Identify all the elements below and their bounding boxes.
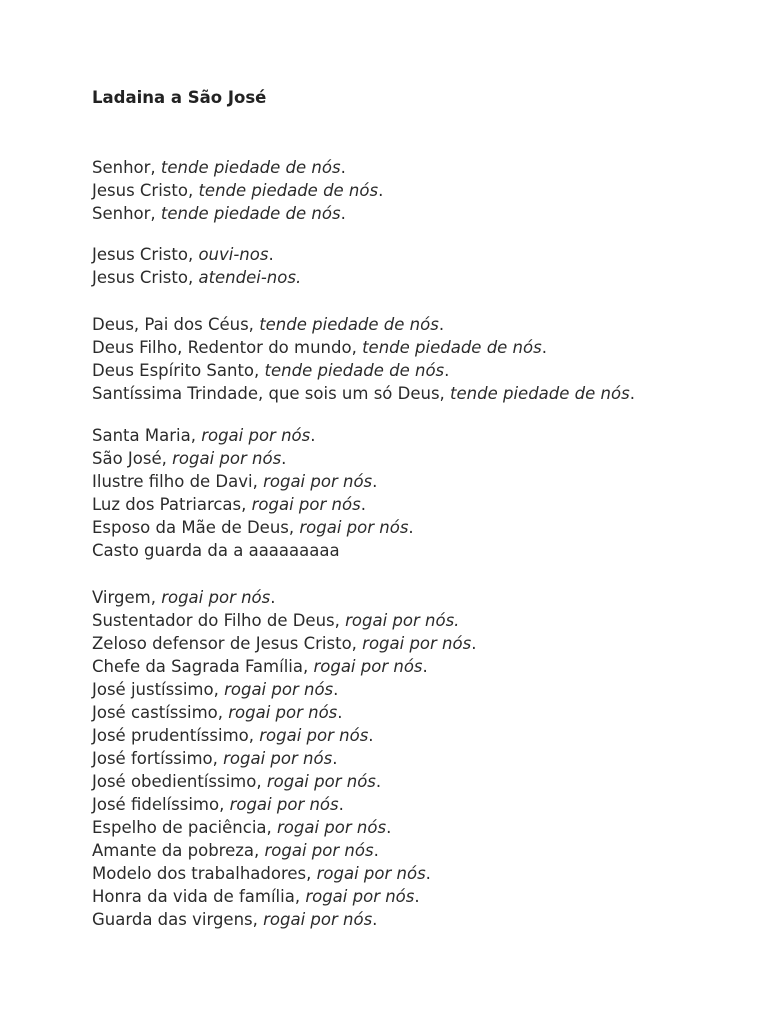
- litany-line: [92, 862, 732, 885]
- invocation-text: Chefe da Sagrada Família,: [92, 657, 314, 676]
- line-end-punctuation: .: [368, 726, 374, 745]
- response-text: rogai por nós: [251, 495, 361, 514]
- invocation-text: Casto guarda da a aaaaaaaaa: [92, 541, 340, 560]
- response-text: tende piedade de nós: [160, 158, 341, 177]
- litany-line: [92, 313, 732, 336]
- response-text: tende piedade de nós: [450, 384, 630, 403]
- response-text: tende piedade de nós: [259, 315, 439, 334]
- line-end-punctuation: .: [408, 518, 414, 537]
- invocation-text: Jesus Cristo,: [92, 245, 199, 264]
- response-text: rogai por nós: [313, 657, 423, 676]
- response-text: tende piedade de nós: [362, 338, 542, 357]
- invocation-text: Senhor,: [92, 204, 161, 223]
- invocation-text: Luz dos Patriarcas,: [92, 495, 252, 514]
- response-text: rogai por nós: [229, 795, 339, 814]
- invocation-text: Deus, Pai dos Céus,: [92, 315, 260, 334]
- response-text: rogai por nós: [259, 726, 369, 745]
- response-text: tende piedade de nós: [264, 361, 445, 380]
- line-end-punctuation: .: [338, 795, 344, 814]
- line-end-punctuation: .: [414, 887, 420, 906]
- line-end-punctuation: .: [337, 703, 343, 722]
- litany-line: [92, 655, 732, 678]
- response-text: rogai por nós: [305, 887, 415, 906]
- litany-line: [92, 516, 732, 539]
- line-end-punctuation: .: [340, 158, 346, 177]
- line-end-punctuation: .: [333, 680, 339, 699]
- line-end-punctuation: .: [471, 634, 477, 653]
- response-text: rogai por nós.: [345, 611, 460, 630]
- invocation-text: Zeloso defensor de Jesus Cristo,: [92, 634, 363, 653]
- response-text: rogai por nós: [264, 841, 374, 860]
- response-text: tende piedade de nós: [198, 181, 379, 200]
- litany-line: [92, 179, 732, 202]
- invocation-text: José obedientíssimo,: [92, 772, 267, 791]
- response-text: rogai por nós: [201, 426, 311, 445]
- litany-line: [92, 885, 732, 908]
- invocation-text: Santíssima Trindade, que sois um só Deus,: [92, 384, 451, 403]
- line-end-punctuation: .: [270, 588, 276, 607]
- litany-line: [92, 793, 732, 816]
- line-end-punctuation: .: [425, 864, 431, 883]
- line-end-punctuation: .: [386, 818, 392, 837]
- litany-line: [92, 816, 732, 839]
- invocation-text: Honra da vida de família,: [92, 887, 306, 906]
- litany-line: [92, 539, 732, 562]
- invocation-text: Jesus Cristo,: [92, 181, 199, 200]
- line-end-punctuation: .: [360, 495, 366, 514]
- line-end-punctuation: .: [372, 472, 378, 491]
- response-text: rogai por nós: [224, 680, 334, 699]
- line-end-punctuation: .: [422, 657, 428, 676]
- litany-line: [92, 839, 732, 862]
- line-end-punctuation: .: [310, 426, 316, 445]
- line-end-punctuation: .: [438, 315, 445, 334]
- line-end-punctuation: .: [332, 749, 338, 768]
- stanza-invocations-2: [92, 586, 732, 931]
- litany-line: [92, 770, 732, 793]
- litany-line: [92, 724, 732, 747]
- response-text: tende piedade de nós: [160, 204, 341, 223]
- response-text: rogai por nós: [263, 472, 373, 491]
- litany-line: [92, 382, 732, 405]
- response-text: ouvi-nos: [198, 245, 269, 264]
- line-end-punctuation: .: [372, 910, 378, 929]
- litany-line: [92, 908, 732, 931]
- stanza-christe: [92, 243, 732, 289]
- invocation-text: José fortíssimo,: [92, 749, 224, 768]
- litany-line: [92, 701, 732, 724]
- litany-line: [92, 678, 732, 701]
- response-text: rogai por nós: [266, 772, 376, 791]
- invocation-text: Guarda das virgens,: [92, 910, 264, 929]
- response-text: rogai por nós: [223, 749, 333, 768]
- stanza-trinity: [92, 313, 732, 405]
- response-text: rogai por nós: [263, 910, 373, 929]
- litany-line: [92, 336, 732, 359]
- response-text: atendei-nos.: [198, 268, 302, 287]
- litany-line: [92, 609, 732, 632]
- document-title: Ladaina a São José: [92, 88, 267, 107]
- litany-line: [92, 632, 732, 655]
- invocation-text: Deus Espírito Santo,: [92, 361, 265, 380]
- invocation-text: Espelho de paciência,: [92, 818, 278, 837]
- invocation-text: Amante da pobreza,: [92, 841, 265, 860]
- invocation-text: José justíssimo,: [92, 680, 225, 699]
- litany-line: [92, 156, 732, 179]
- response-text: rogai por nós: [228, 703, 338, 722]
- invocation-text: Senhor,: [92, 158, 161, 177]
- line-end-punctuation: .: [373, 841, 379, 860]
- invocation-text: José castíssimo,: [92, 703, 229, 722]
- line-end-punctuation: .: [444, 361, 450, 380]
- line-end-punctuation: .: [340, 204, 346, 223]
- litany-line: [92, 493, 732, 516]
- response-text: rogai por nós: [161, 588, 271, 607]
- invocation-text: Ilustre filho de Davi,: [92, 472, 264, 491]
- response-text: rogai por nós: [362, 634, 472, 653]
- litany-line: [92, 470, 732, 493]
- line-end-punctuation: .: [375, 772, 382, 791]
- line-end-punctuation: .: [268, 245, 274, 264]
- invocation-text: Santa Maria,: [92, 426, 202, 445]
- line-end-punctuation: .: [378, 181, 384, 200]
- invocation-text: Deus Filho, Redentor do mundo,: [92, 338, 363, 357]
- litany-line: [92, 266, 732, 289]
- litany-line: [92, 447, 732, 470]
- stanza-invocations-1: [92, 424, 732, 562]
- invocation-text: José prudentíssimo,: [92, 726, 260, 745]
- litany-line: [92, 359, 732, 382]
- response-text: rogai por nós: [172, 449, 282, 468]
- litany-line: [92, 586, 732, 609]
- invocation-text: Jesus Cristo,: [92, 268, 199, 287]
- litany-line: [92, 243, 732, 266]
- response-text: rogai por nós: [316, 864, 426, 883]
- document-page: [92, 86, 732, 931]
- invocation-text: Esposo da Mãe de Deus,: [92, 518, 300, 537]
- line-end-punctuation: .: [281, 449, 287, 468]
- invocation-text: São José,: [92, 449, 173, 468]
- litany-line: [92, 747, 732, 770]
- litany-line: [92, 202, 732, 225]
- line-end-punctuation: .: [629, 384, 635, 403]
- invocation-text: José fidelíssimo,: [92, 795, 230, 814]
- response-text: rogai por nós: [277, 818, 387, 837]
- invocation-text: Sustentador do Filho de Deus,: [92, 611, 346, 630]
- invocation-text: Modelo dos trabalhadores,: [92, 864, 317, 883]
- response-text: rogai por nós: [299, 518, 409, 537]
- invocation-text: Virgem,: [92, 588, 162, 607]
- litany-line: [92, 424, 732, 447]
- stanza-kyrie: [92, 156, 732, 225]
- line-end-punctuation: .: [541, 338, 547, 357]
